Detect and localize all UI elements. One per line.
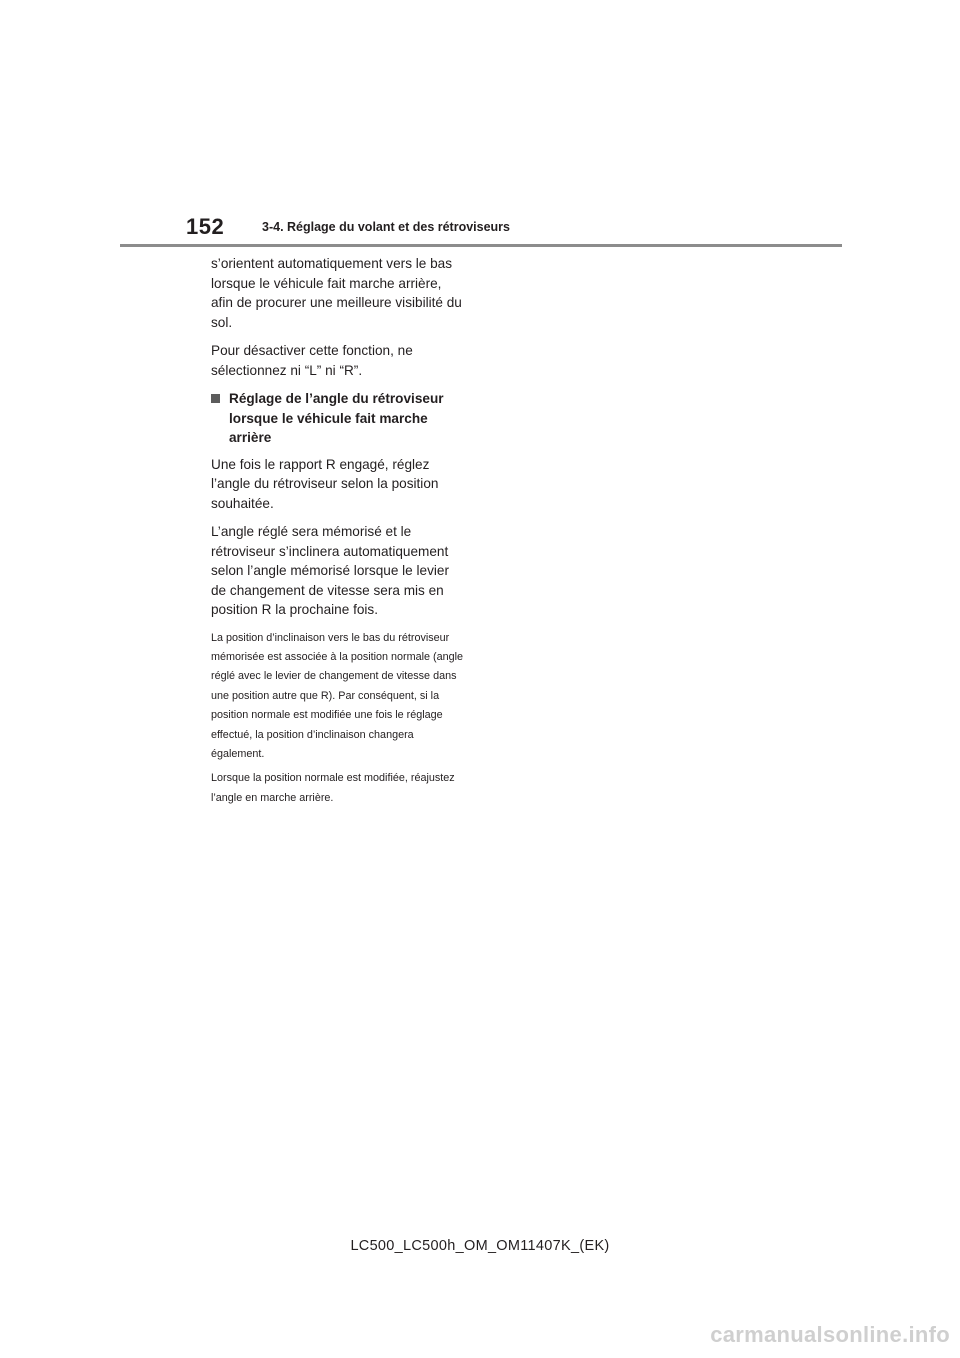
header-divider: [120, 244, 842, 247]
section-title: 3-4. Réglage du volant et des rétroviseurs: [262, 220, 510, 234]
subheading-text: Réglage de l’angle du rétroviseur lorsque le véhicule fait marche arrière: [229, 391, 444, 445]
document-code: LC500_LC500h_OM_OM11407K_(EK): [350, 1238, 610, 1254]
intro-paragraph: s’orientent automatiquement vers le bas lorsque le véhicule fait marche arrière, afin de procurer une meilleure visibilité du sol.: [211, 256, 462, 330]
note-paragraph-1: La position d’inclinaison vers le bas du rétroviseur mémorisée est associée à la position normale (angle réglé avec le levier de changement de vitesse dans une position autre que R). Par conséquent, si la position normale est modifiée une fois le réglage effectué, la position d’inclinaison changera également.: [211, 631, 464, 760]
watermark: carmanualsonline.info: [710, 1322, 950, 1347]
note-paragraph-2: Lorsque la position normale est modifiée, réajustez l’angle en marche arrière.: [211, 772, 455, 804]
memory-paragraph: L’angle réglé sera mémorisé et le rétroviseur s’inclinera automatiquement selon l’angle mémorisé lorsque le levier de changement de vitesse sera mis en position R la prochaine fois.: [211, 524, 450, 617]
subheading: [211, 389, 467, 448]
square-bullet-icon: [211, 394, 220, 403]
deactivate-paragraph: Pour désactiver cette fonction, ne sélectionnez ni “L” ni “R”.: [211, 343, 413, 378]
page-number: 152: [186, 214, 225, 239]
adjust-paragraph: Une fois le rapport R engagé, réglez l’angle du rétroviseur selon la position souhaitée.: [211, 456, 439, 511]
main-content: [211, 254, 467, 813]
